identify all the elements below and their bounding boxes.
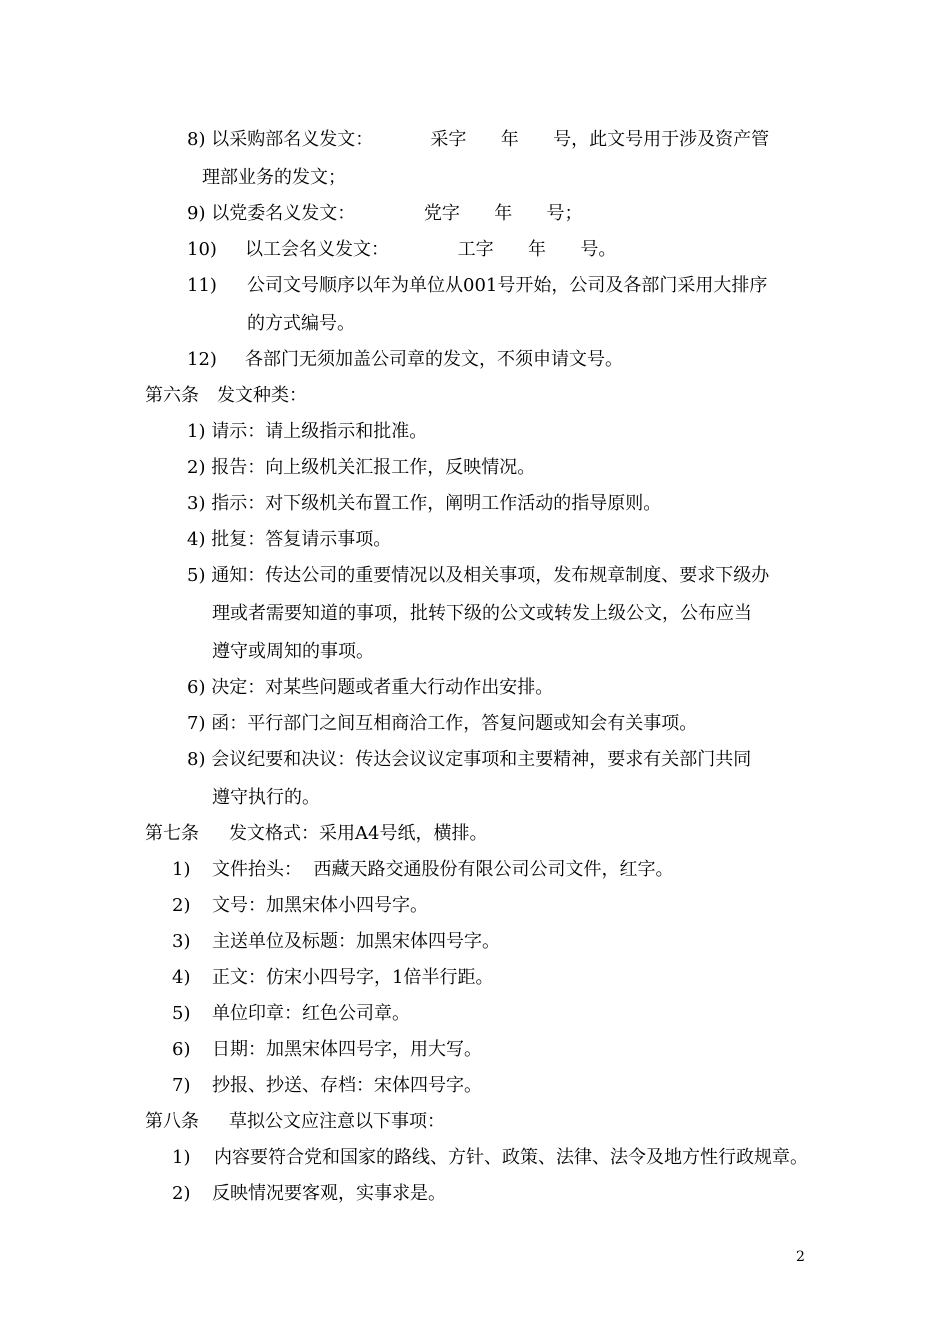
article-number: 第八条 — [145, 1111, 199, 1132]
list-item — [172, 858, 673, 882]
item-text: 批复：答复请示事项。 — [211, 529, 392, 550]
item-text: 决定：对某些问题或者重大行动作出安排。 — [211, 677, 554, 698]
item-text: 理或者需要知道的事项，批转下级的公文或转发上级公文，公布应当 — [212, 603, 752, 624]
list-item — [172, 930, 500, 954]
item-number: 8) — [187, 129, 206, 150]
item-number: 4) — [187, 529, 206, 550]
item-number: 3) — [187, 493, 206, 514]
list-item — [172, 1002, 410, 1026]
list-item — [172, 1038, 482, 1062]
item-text: 内容要符合党和国家的路线、方针、政策、法律、法令及地方性行政规章。 — [214, 1147, 808, 1168]
list-item — [187, 238, 616, 262]
article-title: 草拟公文应注意以下事项： — [229, 1111, 445, 1132]
item-text: 抄报、抄送、存档：宋体四号字。 — [212, 1075, 482, 1096]
list-item — [187, 456, 535, 480]
list-item — [187, 202, 583, 226]
item-number: 6) — [187, 677, 206, 698]
list-item — [187, 492, 661, 516]
item-number: 12) — [187, 349, 217, 370]
item-text: 会议纪要和决议：传达会议议定事项和主要精神，要求有关部门共同 — [211, 749, 752, 770]
item-number: 10) — [187, 239, 217, 260]
list-item — [187, 348, 623, 372]
list-item — [187, 274, 767, 298]
list-item — [187, 564, 769, 588]
item-number: 3) — [172, 931, 191, 952]
list-item — [172, 894, 428, 918]
item-text: 日期：加黑宋体四号字，用大写。 — [212, 1039, 482, 1060]
item-number: 2) — [187, 457, 206, 478]
article-heading — [145, 384, 307, 408]
item-number: 8) — [187, 749, 206, 770]
item-text: 各部门无须加盖公司章的发文，不须申请文号。 — [245, 349, 623, 370]
article-title: 发文种类： — [217, 385, 307, 406]
item-number: 9) — [187, 203, 206, 224]
item-number: 7) — [172, 1075, 191, 1096]
item-text: 以采购部名义发文： 采字 年 号，此文号用于涉及资产管 — [211, 129, 770, 150]
item-number: 6) — [172, 1039, 191, 1060]
item-text: 的方式编号。 — [247, 313, 355, 334]
list-item-continuation — [202, 166, 346, 190]
item-text: 通知：传达公司的重要情况以及相关事项，发布规章制度、要求下级办 — [211, 565, 770, 586]
list-item — [187, 712, 697, 736]
item-text: 文件抬头： 西藏天路交通股份有限公司公司文件，红字。 — [212, 859, 674, 880]
item-text: 单位印章：红色公司章。 — [212, 1003, 410, 1024]
list-item — [187, 128, 769, 152]
item-text: 以党委名义发文： 党字 年 号； — [211, 203, 583, 224]
item-text: 请示：请上级指示和批准。 — [211, 421, 428, 442]
article-heading — [145, 822, 487, 846]
list-item — [187, 420, 427, 444]
list-item — [187, 748, 751, 772]
list-item — [172, 1074, 482, 1098]
list-item-continuation — [212, 640, 374, 664]
list-item-continuation — [212, 602, 752, 626]
item-text: 以工会名义发文： 工字 年 号。 — [245, 239, 617, 260]
list-item — [187, 528, 391, 552]
item-number: 2) — [172, 895, 191, 916]
item-number: 2) — [172, 1183, 191, 1204]
item-text: 公司文号顺序以年为单位从001号开始，公司及各部门采用大排序 — [247, 275, 768, 296]
item-number: 1) — [172, 1147, 191, 1168]
item-text: 遵守执行的。 — [212, 787, 320, 808]
article-title: 发文格式：采用A4号纸，横排。 — [229, 823, 488, 844]
list-item-continuation — [247, 312, 355, 336]
item-text: 文号：加黑宋体小四号字。 — [212, 895, 428, 916]
item-number: 1) — [172, 859, 191, 880]
list-item — [187, 676, 553, 700]
item-text: 正文：仿宋小四号字，1倍半行距。 — [212, 967, 494, 988]
item-number: 5) — [187, 565, 206, 586]
item-text: 主送单位及标题：加黑宋体四号字。 — [212, 931, 500, 952]
item-number: 11) — [187, 275, 217, 296]
article-number: 第六条 — [145, 385, 199, 406]
article-heading — [145, 1110, 445, 1134]
item-text: 遵守或周知的事项。 — [212, 641, 374, 662]
item-text: 报告：向上级机关汇报工作，反映情况。 — [211, 457, 536, 478]
item-number: 5) — [172, 1003, 191, 1024]
item-text: 指示：对下级机关布置工作，阐明工作活动的指导原则。 — [211, 493, 662, 514]
list-item — [172, 966, 493, 990]
item-number: 7) — [187, 713, 206, 734]
list-item — [172, 1146, 808, 1170]
item-text: 理部业务的发文； — [202, 167, 346, 188]
page-number: 2 — [796, 1249, 805, 1265]
item-number: 1) — [187, 421, 206, 442]
list-item-continuation — [212, 786, 320, 810]
item-text: 反映情况要客观，实事求是。 — [212, 1183, 446, 1204]
article-number: 第七条 — [145, 823, 199, 844]
item-text: 函：平行部门之间互相商洽工作，答复问题或知会有关事项。 — [211, 713, 698, 734]
item-number: 4) — [172, 967, 191, 988]
list-item — [172, 1182, 446, 1206]
